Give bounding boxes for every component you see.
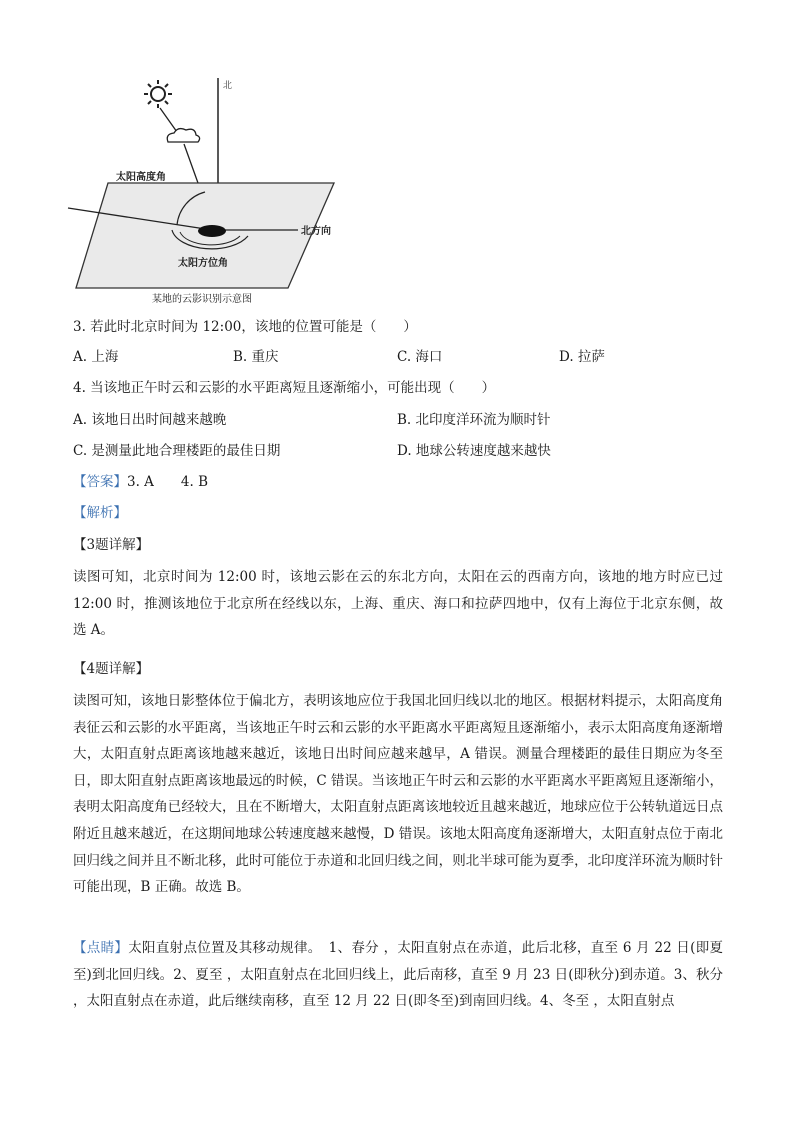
azimuth-label: 太阳方位角: [178, 258, 228, 269]
figure-caption: 某地的云影识别示意图: [152, 294, 252, 305]
q4-option-b: B. 北印度洋环流为顺时针: [397, 412, 551, 428]
answer-text: 3. A 4. B: [127, 474, 209, 490]
north-direction-label: 北方向: [301, 226, 331, 237]
cloud-icon: [167, 129, 199, 142]
point-text: 太阳直射点位置及其移动规律。 1、春分 ，太阳直射点在赤道，此后北移，直至 6 月 22 日(即夏至)到北回归线。2、夏至 ，太阳直射点在北回归线上，此后南移，直至 9 月 23 日(即秋分)到赤道。3、秋分 ，太阳直射点在赤道，此后继续南移，直至 12 月 22 日(即冬至)到南回归线。4、冬至 ，太阳直射点: [73, 940, 723, 1010]
detail-4-tag: 【4题详解】: [73, 661, 150, 677]
analysis-tag: 【解析】: [73, 505, 127, 521]
q3-option-b: B. 重庆: [233, 349, 279, 365]
cloud-shadow-diagram: [60, 70, 360, 310]
q3-option-d: D. 拉萨: [559, 349, 605, 365]
cloud-shadow: [198, 225, 226, 237]
north-label-top: 北: [223, 81, 233, 91]
q4-option-d: D. 地球公转速度越来越快: [397, 443, 551, 459]
point-tag: 【点睛】: [73, 940, 129, 956]
point-paragraph: [73, 935, 723, 1015]
altitude-angle-label: 太阳高度角: [116, 172, 166, 183]
answer-line: [73, 472, 208, 492]
question-3-stem: 3. 若此时北京时间为 12:00，该地的位置可能是（ ）: [73, 319, 417, 335]
answer-tag: 【答案】: [73, 474, 127, 490]
q4-option-c: C. 是测量此地合理楼距的最佳日期: [73, 443, 281, 459]
q3-option-a: A. 上海: [73, 349, 119, 365]
q3-option-c: C. 海口: [397, 349, 443, 365]
sun-icon: [144, 80, 172, 108]
detail-3-tag: 【3题详解】: [73, 537, 150, 553]
q4-option-a: A. 该地日出时间越来越晚: [73, 412, 227, 428]
detail-4-text: 读图可知，该地日影整体位于偏北方，表明该地应位于我国北回归线以北的地区。根据材料提示，太阳高度角表征云和云影的水平距离，当该地正午时云和云影的水平距离水平距离短且逐渐缩小，表示太阳高度角逐渐增大，太阳直射点距离该地越来越近，该地日出时间应越来越早，A 错误。测量合理楼距的最佳日期应为冬至日，即太阳直射点距离该地最远的时候，C 错误。当该地正午时云和云影的水平距离水平距离短且逐渐缩小，表明太阳高度角已经较大，且在不断增大，太阳直射点距离该地较近且越来越近，地球应位于公转轨道远日点附近且越来越近，在这期间地球公转速度越来越慢，D 错误。该地太阳高度角逐渐增大，太阳直射点位于南北回归线之间并且不断北移，此时可能位于赤道和北回归线之间，则北半球可能为夏季，北印度洋环流为顺时针可能出现，B 正确。故选 B。: [73, 693, 723, 896]
detail-3-text: 读图可知，北京时间为 12:00 时，该地云影在云的东北方向，太阳在云的西南方向，该地的地方时应已过 12:00 时，推测该地位于北京所在经线以东，上海、重庆、海口和拉萨四地中，仅有上海位于北京东侧，故选 A。: [73, 569, 723, 639]
question-4-stem: 4. 当该地正午时云和云影的水平距离短且逐渐缩小，可能出现（ ）: [73, 380, 496, 396]
